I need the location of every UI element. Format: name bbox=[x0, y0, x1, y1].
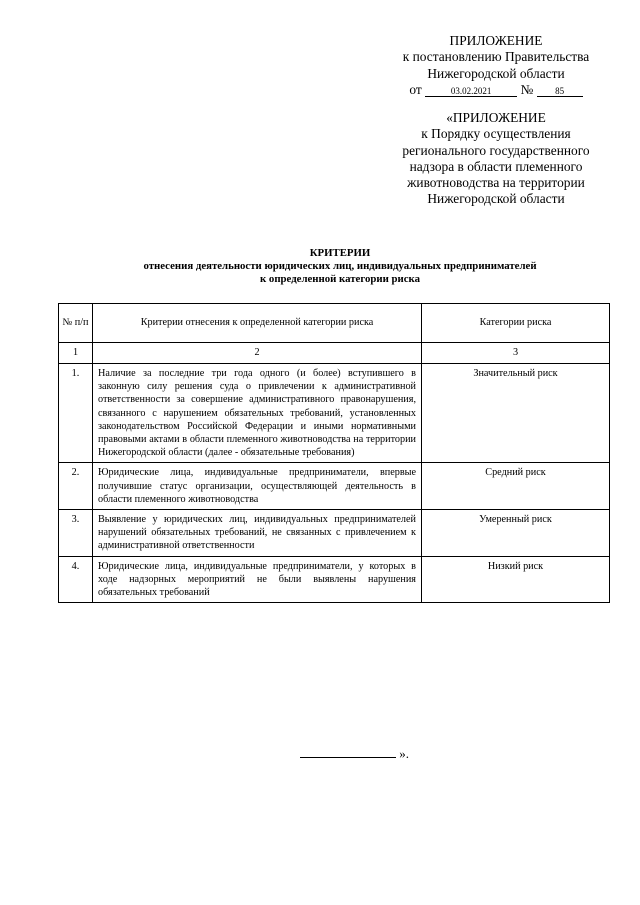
number-sign: № bbox=[520, 81, 534, 97]
appendix-date-line bbox=[382, 82, 610, 98]
row-criterion: Наличие за последние три года одного (и более) вступившего в законную силу решения суда о привлечении к административной ответственности за совершение административного правонарушения, связанного с нарушением обязательных требований, установленных законодательством Российской Федерации и иными нормативными правовыми актами в области племенного животноводства на территории Нижегородской области (далее - обязательные требования) bbox=[93, 364, 422, 463]
row-risk-category: Средний риск bbox=[422, 463, 610, 510]
table-row bbox=[59, 364, 610, 463]
document-title bbox=[60, 247, 620, 286]
appendix-header bbox=[382, 33, 610, 98]
row-number: 3. bbox=[59, 510, 93, 557]
document-number: 85 bbox=[537, 86, 583, 97]
title-main: КРИТЕРИИ bbox=[309, 247, 371, 259]
criteria-table bbox=[58, 303, 610, 603]
inner-appendix-line-5: животноводства на территории bbox=[407, 175, 585, 191]
row-number: 2. bbox=[59, 463, 93, 510]
row-number: 4. bbox=[59, 556, 93, 603]
row-risk-category: Умеренный риск bbox=[422, 510, 610, 557]
row-risk-category: Низкий риск bbox=[422, 556, 610, 603]
column-number-2: 2 bbox=[93, 343, 422, 364]
appendix-reference: к постановлению Правительства bbox=[402, 49, 590, 65]
signature-blank bbox=[300, 747, 396, 758]
table-row bbox=[59, 510, 610, 557]
column-number-1: 1 bbox=[59, 343, 93, 364]
table-row bbox=[59, 463, 610, 510]
appendix-region: Нижегородской области bbox=[427, 65, 565, 81]
document-date: 03.02.2021 bbox=[425, 86, 517, 97]
inner-appendix-line-6: Нижегородской области bbox=[427, 191, 565, 207]
closing-quote: ». bbox=[399, 746, 409, 761]
inner-appendix-header bbox=[382, 110, 610, 208]
row-criterion: Юридические лица, индивидуальные предприниматели, у которых в ходе надзорных мероприятий не были выявлены нарушения обязательных требований bbox=[93, 556, 422, 603]
title-subtitle-2: к определенной категории риска bbox=[260, 273, 420, 285]
header-criteria: Критерии отнесения к определенной категории риска bbox=[93, 304, 422, 343]
date-prefix: от bbox=[409, 81, 422, 97]
row-criterion: Юридические лица, индивидуальные предприниматели, впервые получившие статус организации, осуществляющей деятельность в области племенного животноводства bbox=[93, 463, 422, 510]
header-number: № п/п bbox=[59, 304, 93, 343]
header-category: Категории риска bbox=[422, 304, 610, 343]
table-row bbox=[59, 556, 610, 603]
closing-line bbox=[300, 746, 409, 762]
inner-appendix-line-3: регионального государственного bbox=[402, 142, 590, 158]
appendix-heading: ПРИЛОЖЕНИЕ bbox=[449, 33, 543, 48]
column-number-3: 3 bbox=[422, 343, 610, 364]
table-column-numbers-row bbox=[59, 343, 610, 364]
inner-appendix-line-2: к Порядку осуществления bbox=[421, 126, 571, 142]
row-risk-category: Значительный риск bbox=[422, 364, 610, 463]
inner-appendix-line-4: надзора в области племенного bbox=[409, 158, 583, 174]
row-criterion: Выявление у юридических лиц, индивидуальных предпринимателей нарушений обязательных требований, не связанных с привлечением к административной ответственности bbox=[93, 510, 422, 557]
row-number: 1. bbox=[59, 364, 93, 463]
title-subtitle-1: отнесения деятельности юридических лиц, индивидуальных предпринимателей bbox=[143, 260, 537, 272]
table-header-row bbox=[59, 304, 610, 343]
inner-appendix-heading: «ПРИЛОЖЕНИЕ bbox=[446, 110, 546, 125]
